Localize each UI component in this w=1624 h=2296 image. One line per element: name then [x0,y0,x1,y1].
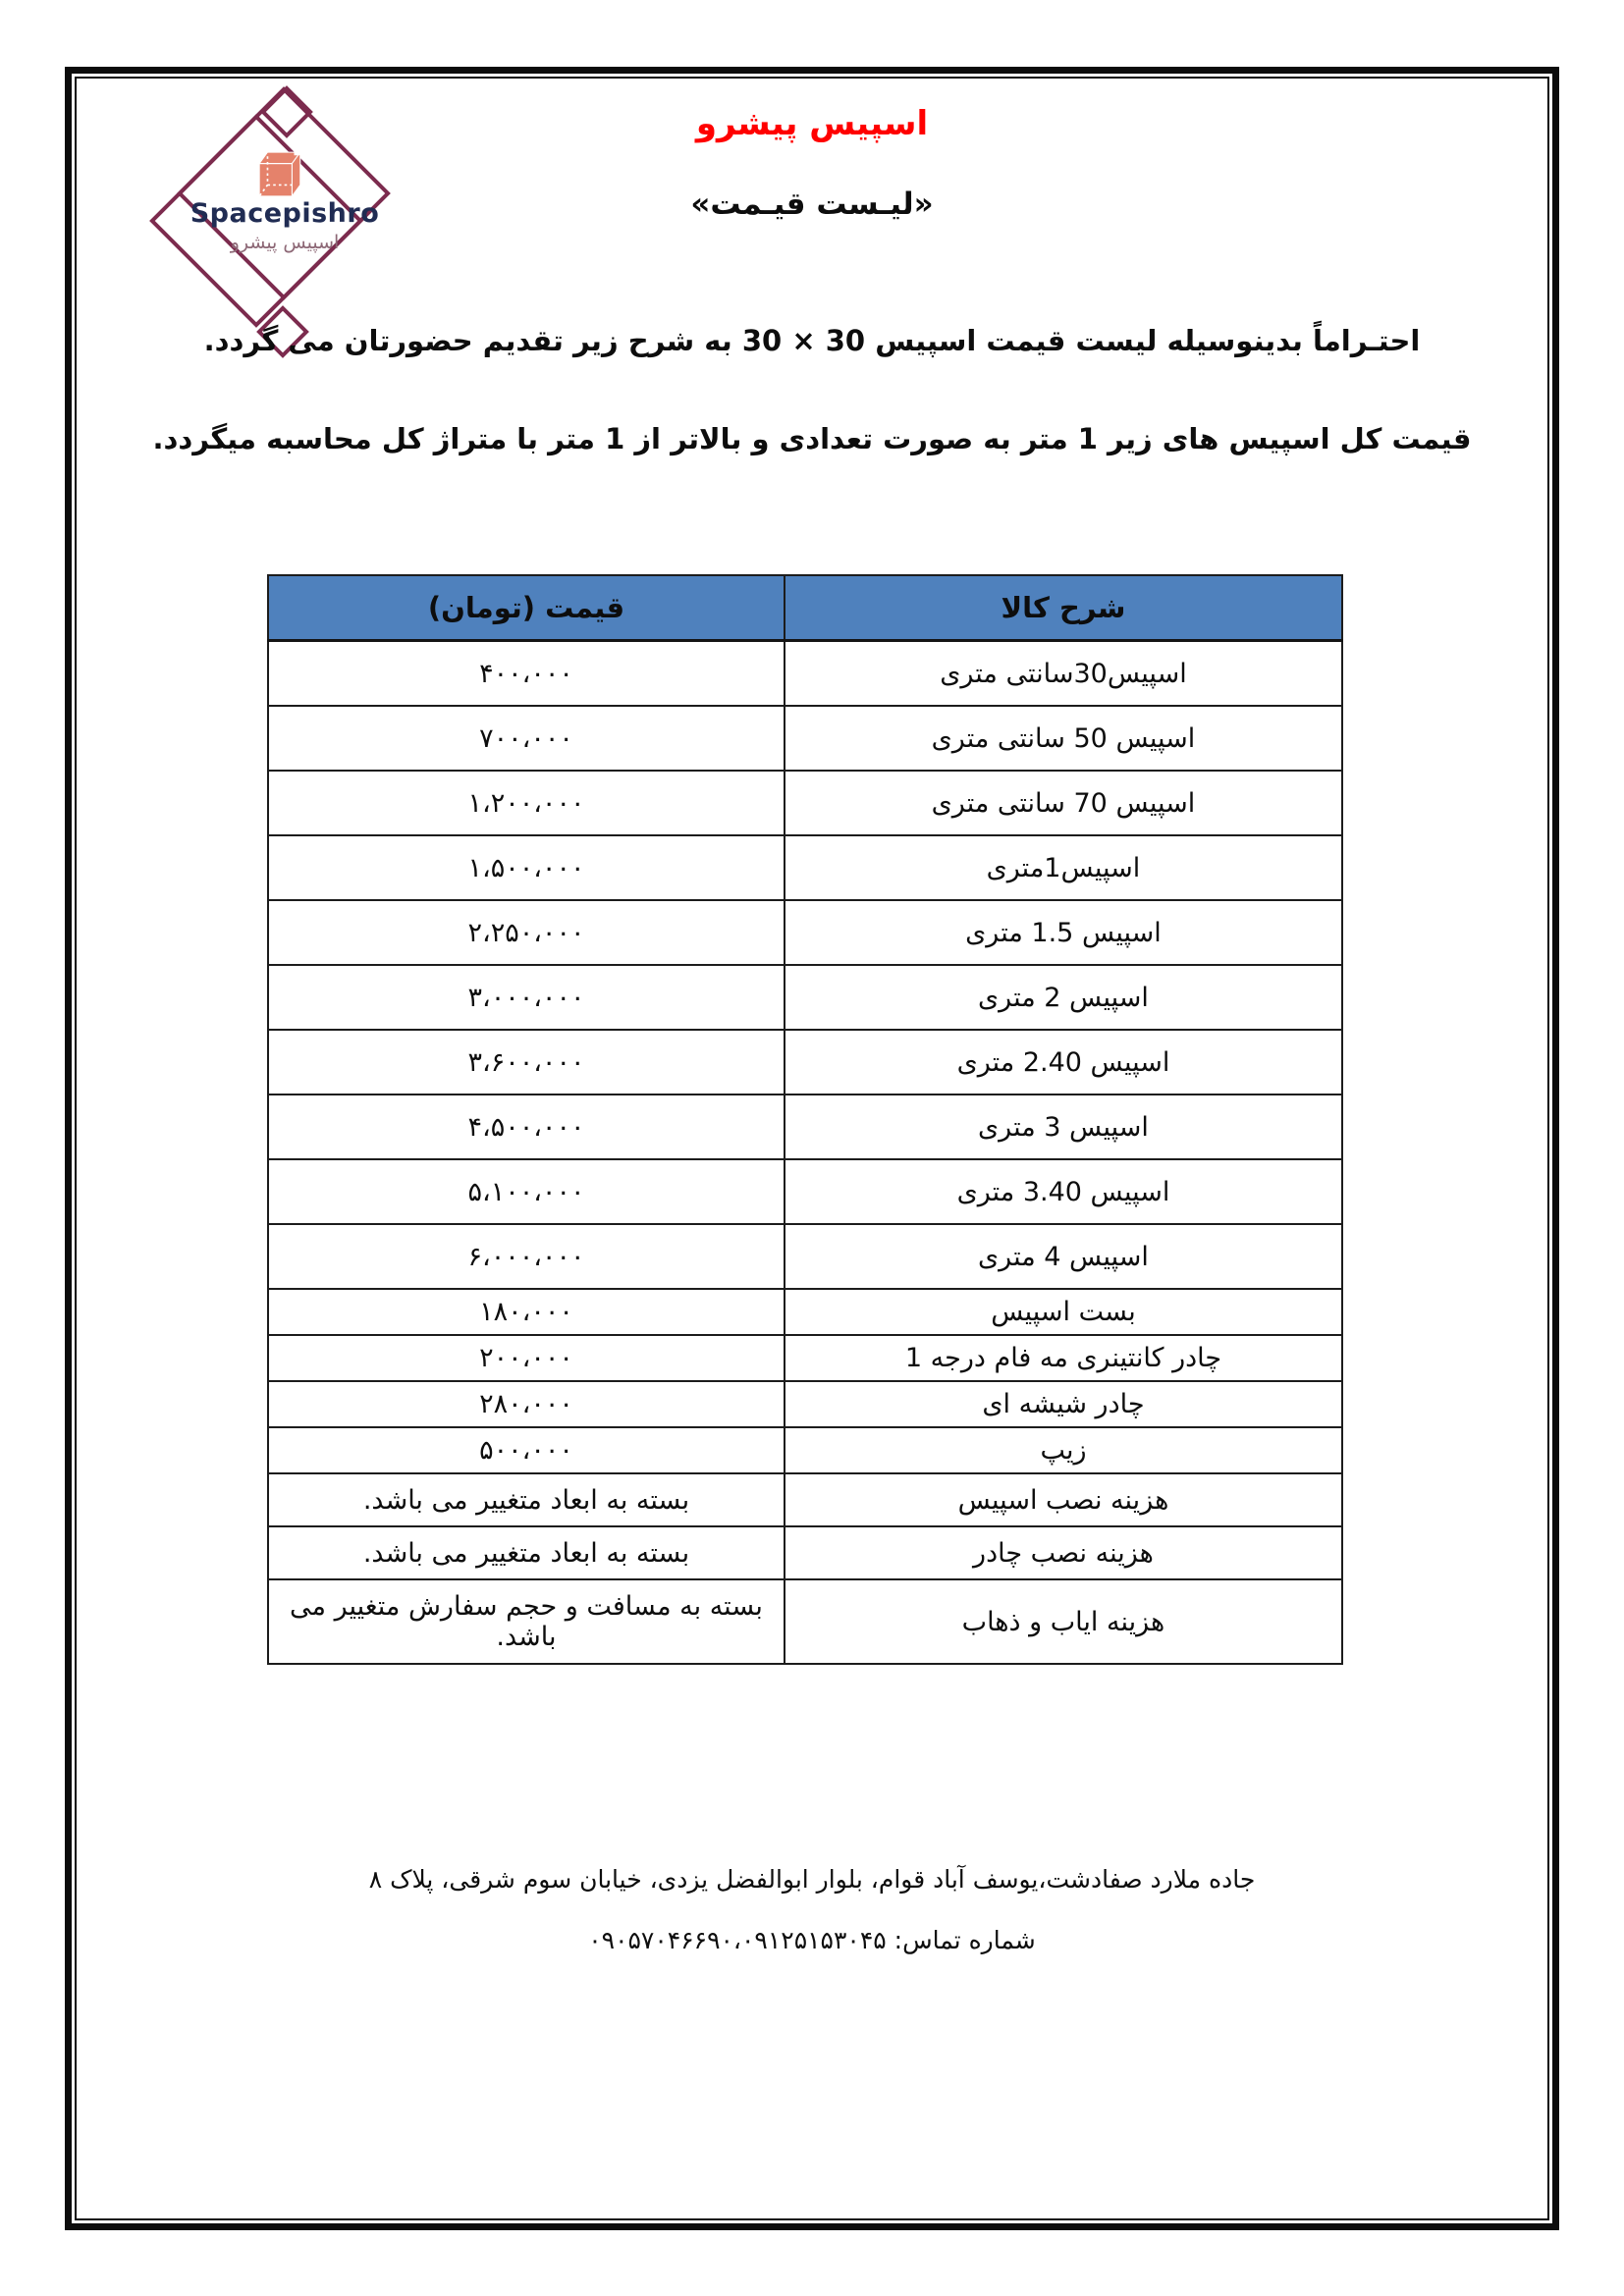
table-row [268,1030,1342,1095]
item-description: اسپیس1متری [785,835,1342,900]
item-price: ۱۸۰،۰۰۰ [268,1289,785,1335]
document-subtitle: «لیـست قیـمت» [690,187,934,222]
table-row [268,706,1342,771]
intro-line-1: احتـراماً بدینوسیله لیست قیمت اسپیس 30 × 30 به شرح زیر تقدیم حضورتان می گردد. [203,324,1421,357]
table-row [268,641,1342,707]
table-row [268,1381,1342,1427]
item-description: چادر کانتینری مه فام درجه 1 [785,1335,1342,1381]
brand-name-persian: اسپیس پیشرو [230,232,340,253]
item-description: اسپیس 3 متری [785,1095,1342,1159]
item-description: اسپیس 70 سانتی متری [785,771,1342,835]
table-row [268,1289,1342,1335]
item-price: ۱،۲۰۰،۰۰۰ [268,771,785,835]
table-row [268,900,1342,965]
table-row [268,1579,1342,1664]
table-row [268,1335,1342,1381]
table-row [268,1526,1342,1579]
table-row [268,1427,1342,1473]
item-price: ۵،۱۰۰،۰۰۰ [268,1159,785,1224]
item-description: اسپیس 2.40 متری [785,1030,1342,1095]
table-row [268,835,1342,900]
table-row [268,771,1342,835]
item-price: ۲۸۰،۰۰۰ [268,1381,785,1427]
item-description: اسپیس 3.40 متری [785,1159,1342,1224]
column-header-price: قیمت (تومان) [268,575,785,641]
item-description: اسپیس 2 متری [785,965,1342,1030]
item-price: ۷۰۰،۰۰۰ [268,706,785,771]
item-description: زیپ [785,1427,1342,1473]
document-title: اسپیس پیشرو [695,104,929,143]
item-price: بسته به ابعاد متغییر می باشد. [268,1526,785,1579]
item-price: بسته به مسافت و حجم سفارش متغییر می باشد. [268,1579,785,1664]
table-row [268,1095,1342,1159]
item-price: ۲،۲۵۰،۰۰۰ [268,900,785,965]
item-price: ۱،۵۰۰،۰۰۰ [268,835,785,900]
table-row [268,1224,1342,1289]
footer-address: جاده ملارد صفادشت،یوسف آباد قوام، بلوار ابوالفضل یزدی، خیابان سوم شرقی، پلاک ۸ [368,1865,1256,1894]
table-row [268,965,1342,1030]
item-price: بسته به ابعاد متغییر می باشد. [268,1473,785,1526]
column-header-description: شرح کالا [785,575,1342,641]
item-description: هزینه نصب اسپیس [785,1473,1342,1526]
brand-name-english: Spacepishro [189,198,380,229]
item-description: چادر شیشه ای [785,1381,1342,1427]
price-table [267,574,1343,1665]
table-header-row [268,575,1342,641]
item-description: اسپیس 4 متری [785,1224,1342,1289]
item-price: ۶،۰۰۰،۰۰۰ [268,1224,785,1289]
table-row [268,1159,1342,1224]
table-row [268,1473,1342,1526]
item-description: بست اسپیس [785,1289,1342,1335]
item-description: هزینه ایاب و ذهاب [785,1579,1342,1664]
item-description: اسپیس30سانتی متری [785,641,1342,707]
item-price: ۳،۰۰۰،۰۰۰ [268,965,785,1030]
item-price: ۳،۶۰۰،۰۰۰ [268,1030,785,1095]
item-description: هزینه نصب چادر [785,1526,1342,1579]
item-description: اسپیس 50 سانتی متری [785,706,1342,771]
footer-phone: شماره تماس: ۰۹۰۵۷۰۴۶۶۹۰،۰۹۱۲۵۱۵۳۰۴۵ [588,1926,1036,1954]
item-price: ۲۰۰،۰۰۰ [268,1335,785,1381]
item-price: ۴۰۰،۰۰۰ [268,641,785,707]
item-description: اسپیس 1.5 متری [785,900,1342,965]
item-price: ۵۰۰،۰۰۰ [268,1427,785,1473]
item-price: ۴،۵۰۰،۰۰۰ [268,1095,785,1159]
intro-line-2: قیمت کل اسپیس های زیر 1 متر به صورت تعدادی و بالاتر از 1 متر با متراژ کل محاسبه میگردد. [152,422,1472,455]
